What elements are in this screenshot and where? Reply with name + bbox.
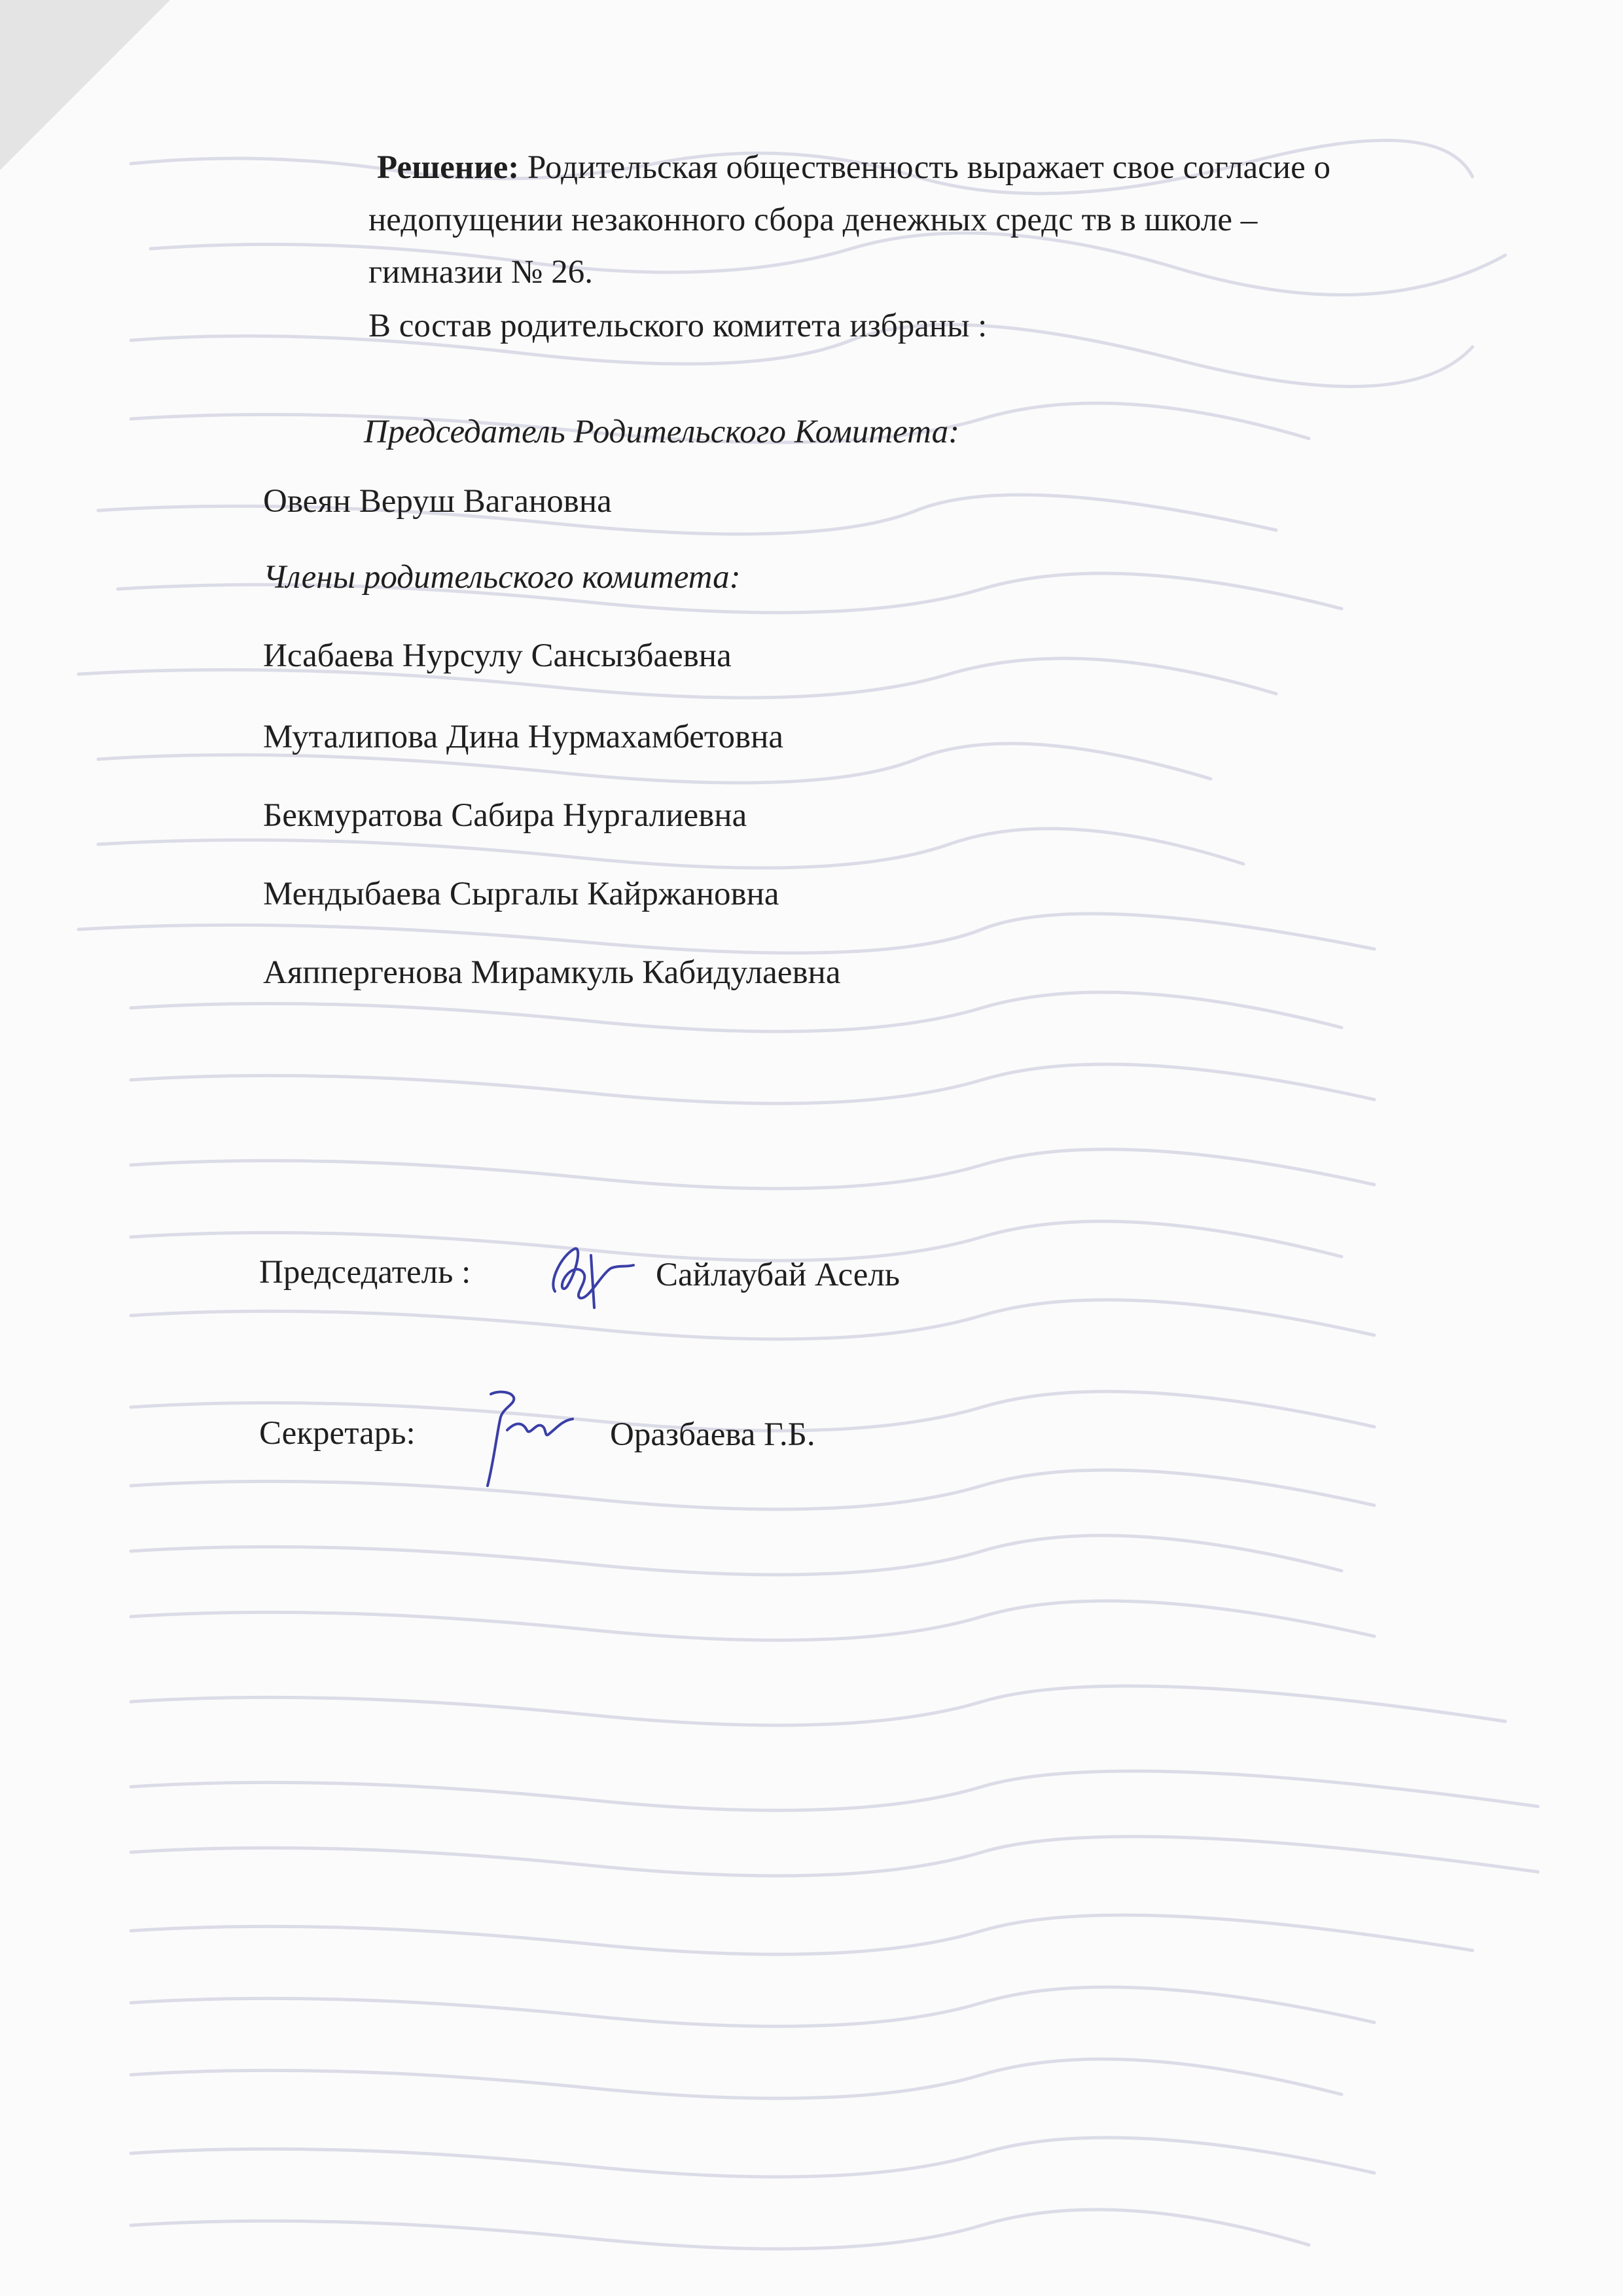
secretary-label: Секретарь: (259, 1415, 416, 1452)
member-item: Исабаева Нурсулу Сансызбаевна (263, 637, 732, 674)
decision-line-1 (377, 144, 1330, 192)
chairman-label: Председатель : (259, 1254, 471, 1291)
secretary-signature (458, 1368, 582, 1499)
member-item: Аяппергенова Мирамкуль Кабидулаевна (263, 954, 841, 991)
members-heading: Члены родительского комитета: (263, 559, 741, 596)
decision-line-2: недопущении незаконного сбора денежных средс тв в школе – (368, 202, 1258, 238)
chair-name: Овеян Веруш Вагановна (263, 483, 612, 520)
member-item: Мендыбаева Сыргалы Кайржановна (263, 876, 779, 912)
member-item: Бекмуратова Сабира Нургалиевна (263, 797, 747, 834)
member-item: Муталипова Дина Нурмахамбетовна (263, 719, 784, 755)
chairman-name: Сайлаубай Асель (656, 1257, 901, 1293)
decision-text-1: Родительская общественность выражает свое согласие о (527, 149, 1330, 186)
decision-line-3: гимназии № 26. (368, 254, 594, 291)
decision-label: Решение: (377, 149, 520, 186)
chairman-signature (529, 1229, 640, 1314)
chair-heading: Председатель Родительского Комитета: (364, 414, 960, 450)
committee-intro: В состав родительского комитета избраны : (368, 308, 988, 344)
secretary-name: Оразбаева Г.Б. (610, 1416, 815, 1453)
